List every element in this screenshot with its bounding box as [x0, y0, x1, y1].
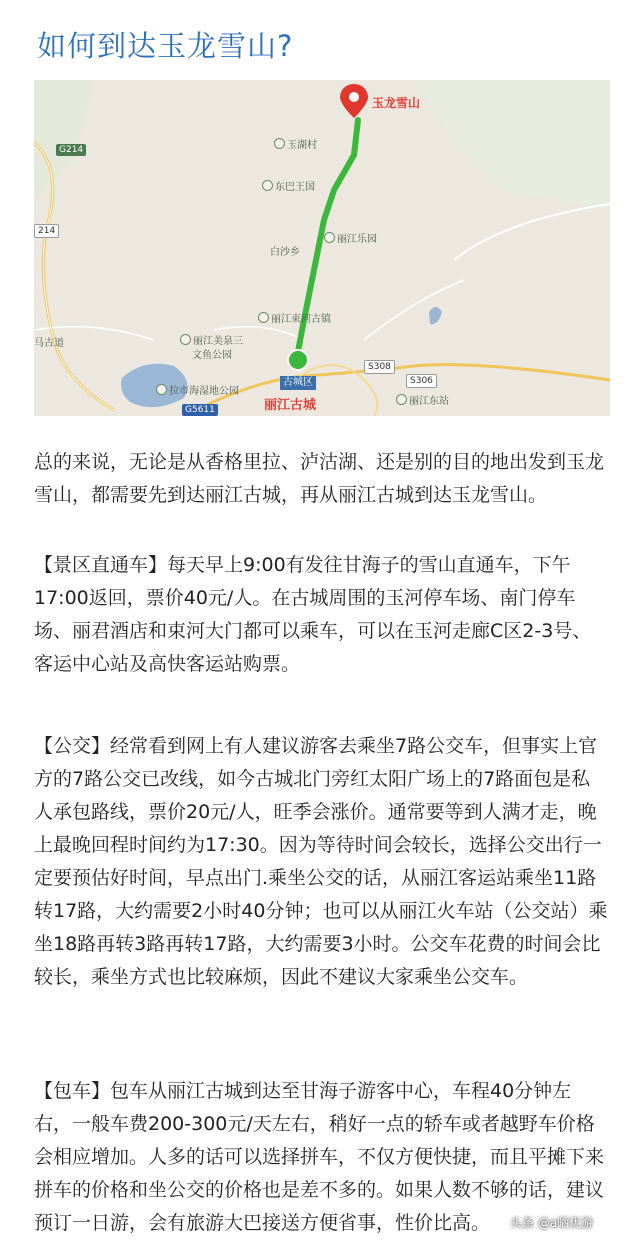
road-badge-g5611: G5611: [182, 404, 218, 416]
poi-icon: [262, 180, 273, 191]
poi-label: 拉市海湿地公园: [169, 386, 239, 397]
poi-yuhu[interactable]: [274, 136, 317, 151]
poi-label: 东巴王国: [275, 182, 315, 193]
road-badge-214: 214: [34, 224, 59, 238]
poi-lashihai[interactable]: [156, 382, 239, 397]
district-label: 古城区: [280, 376, 316, 390]
road-badge-s306: S306: [406, 374, 437, 388]
poi-old-road: [34, 334, 64, 349]
poi-label: 马古道: [34, 338, 64, 349]
poi-label: 丽江东站: [409, 396, 449, 407]
poi-icon: [396, 394, 407, 405]
map-canvas: [34, 80, 610, 416]
road-badge-g214: G214: [56, 144, 86, 156]
poi-icon: [180, 334, 191, 345]
poi-label: 文鱼公园: [192, 350, 232, 361]
intro-paragraph: 总的来说，无论是从香格里拉、泸沽湖、还是别的目的地出发到玉龙雪山，都需要先到达丽江古城，再从丽江古城到达玉龙雪山。: [34, 451, 605, 506]
poi-dongba[interactable]: [262, 178, 315, 193]
origin-marker-icon: [288, 350, 308, 370]
shuttle-paragraph: 【景区直通车】每天早上9:00有发往甘海子的雪山直通车，下午17:00返回，票价40元/人。在古城周围的玉河停车场、南门停车场、丽君酒店和束河大门都可以乘车，可以在玉河走廊C区2-3号、客运中心站及高快客运站购票。: [34, 554, 592, 675]
poi-icon: [324, 232, 335, 243]
page-title: 如何到达玉龙雪山?: [37, 29, 294, 63]
charter-paragraph: 【包车】包车从丽江古城到达至甘海子游客中心，车程40分钟左右，一般车费200-300元/天左右，稍好一点的轿车或者越野车价格会相应增加。人多的话可以选择拼车，不仅方便快捷，而且平摊下来拼车的价格和坐公交的价格也是差不多的。如果人数不够的话，建议预订一日游，会有旅游大巴接送方便省事，性价比高。: [34, 1080, 605, 1234]
bus-paragraph: 【公交】经常看到网上有人建议游客去乘坐7路公交车，但事实上官方的7路公交已改线，如今古城北门旁红太阳广场上的7路面包是私人承包路线，票价20元/人，旺季会涨价。通常要等到人满才走，晚上最晚回程时间约为17:30。因为等待时间会较长，选择公交出行一定要预估好时间，早点出门.乘坐公交的话，从丽江客运站乘坐11路转17路，大约需要2小时40分钟；也可以从丽江火车站（公交站）乘坐18路再转3路再转17路，大约需要3小时。公交车花费的时间会比较长，乘坐方式也比较麻烦，因此不建议大家乘坐公交车。: [34, 735, 608, 988]
poi-icon: [274, 138, 285, 149]
destination-label: 玉龙雪山: [372, 96, 421, 110]
poi-label: 丽江乐园: [337, 234, 377, 245]
poi-label: 丽江束河古镇: [271, 314, 331, 325]
poi-meiquan-2: [192, 346, 232, 361]
road-badge-s308: S308: [364, 360, 395, 374]
poi-shuhe[interactable]: [258, 310, 331, 325]
poi-baisha[interactable]: [270, 243, 300, 258]
poi-icon: [156, 384, 167, 395]
poi-paradise[interactable]: [324, 230, 377, 245]
poi-meiquan[interactable]: [180, 332, 243, 347]
poi-label: 白沙乡: [270, 247, 300, 258]
watermark: 头条 @a晒优游: [510, 1216, 594, 1230]
poi-east-station[interactable]: [396, 392, 449, 407]
city-label: 丽江古城: [264, 398, 317, 413]
poi-label: 玉湖村: [287, 140, 317, 151]
poi-label: 丽江美泉三: [193, 336, 243, 347]
poi-icon: [258, 312, 269, 323]
route-map[interactable]: [34, 80, 610, 416]
